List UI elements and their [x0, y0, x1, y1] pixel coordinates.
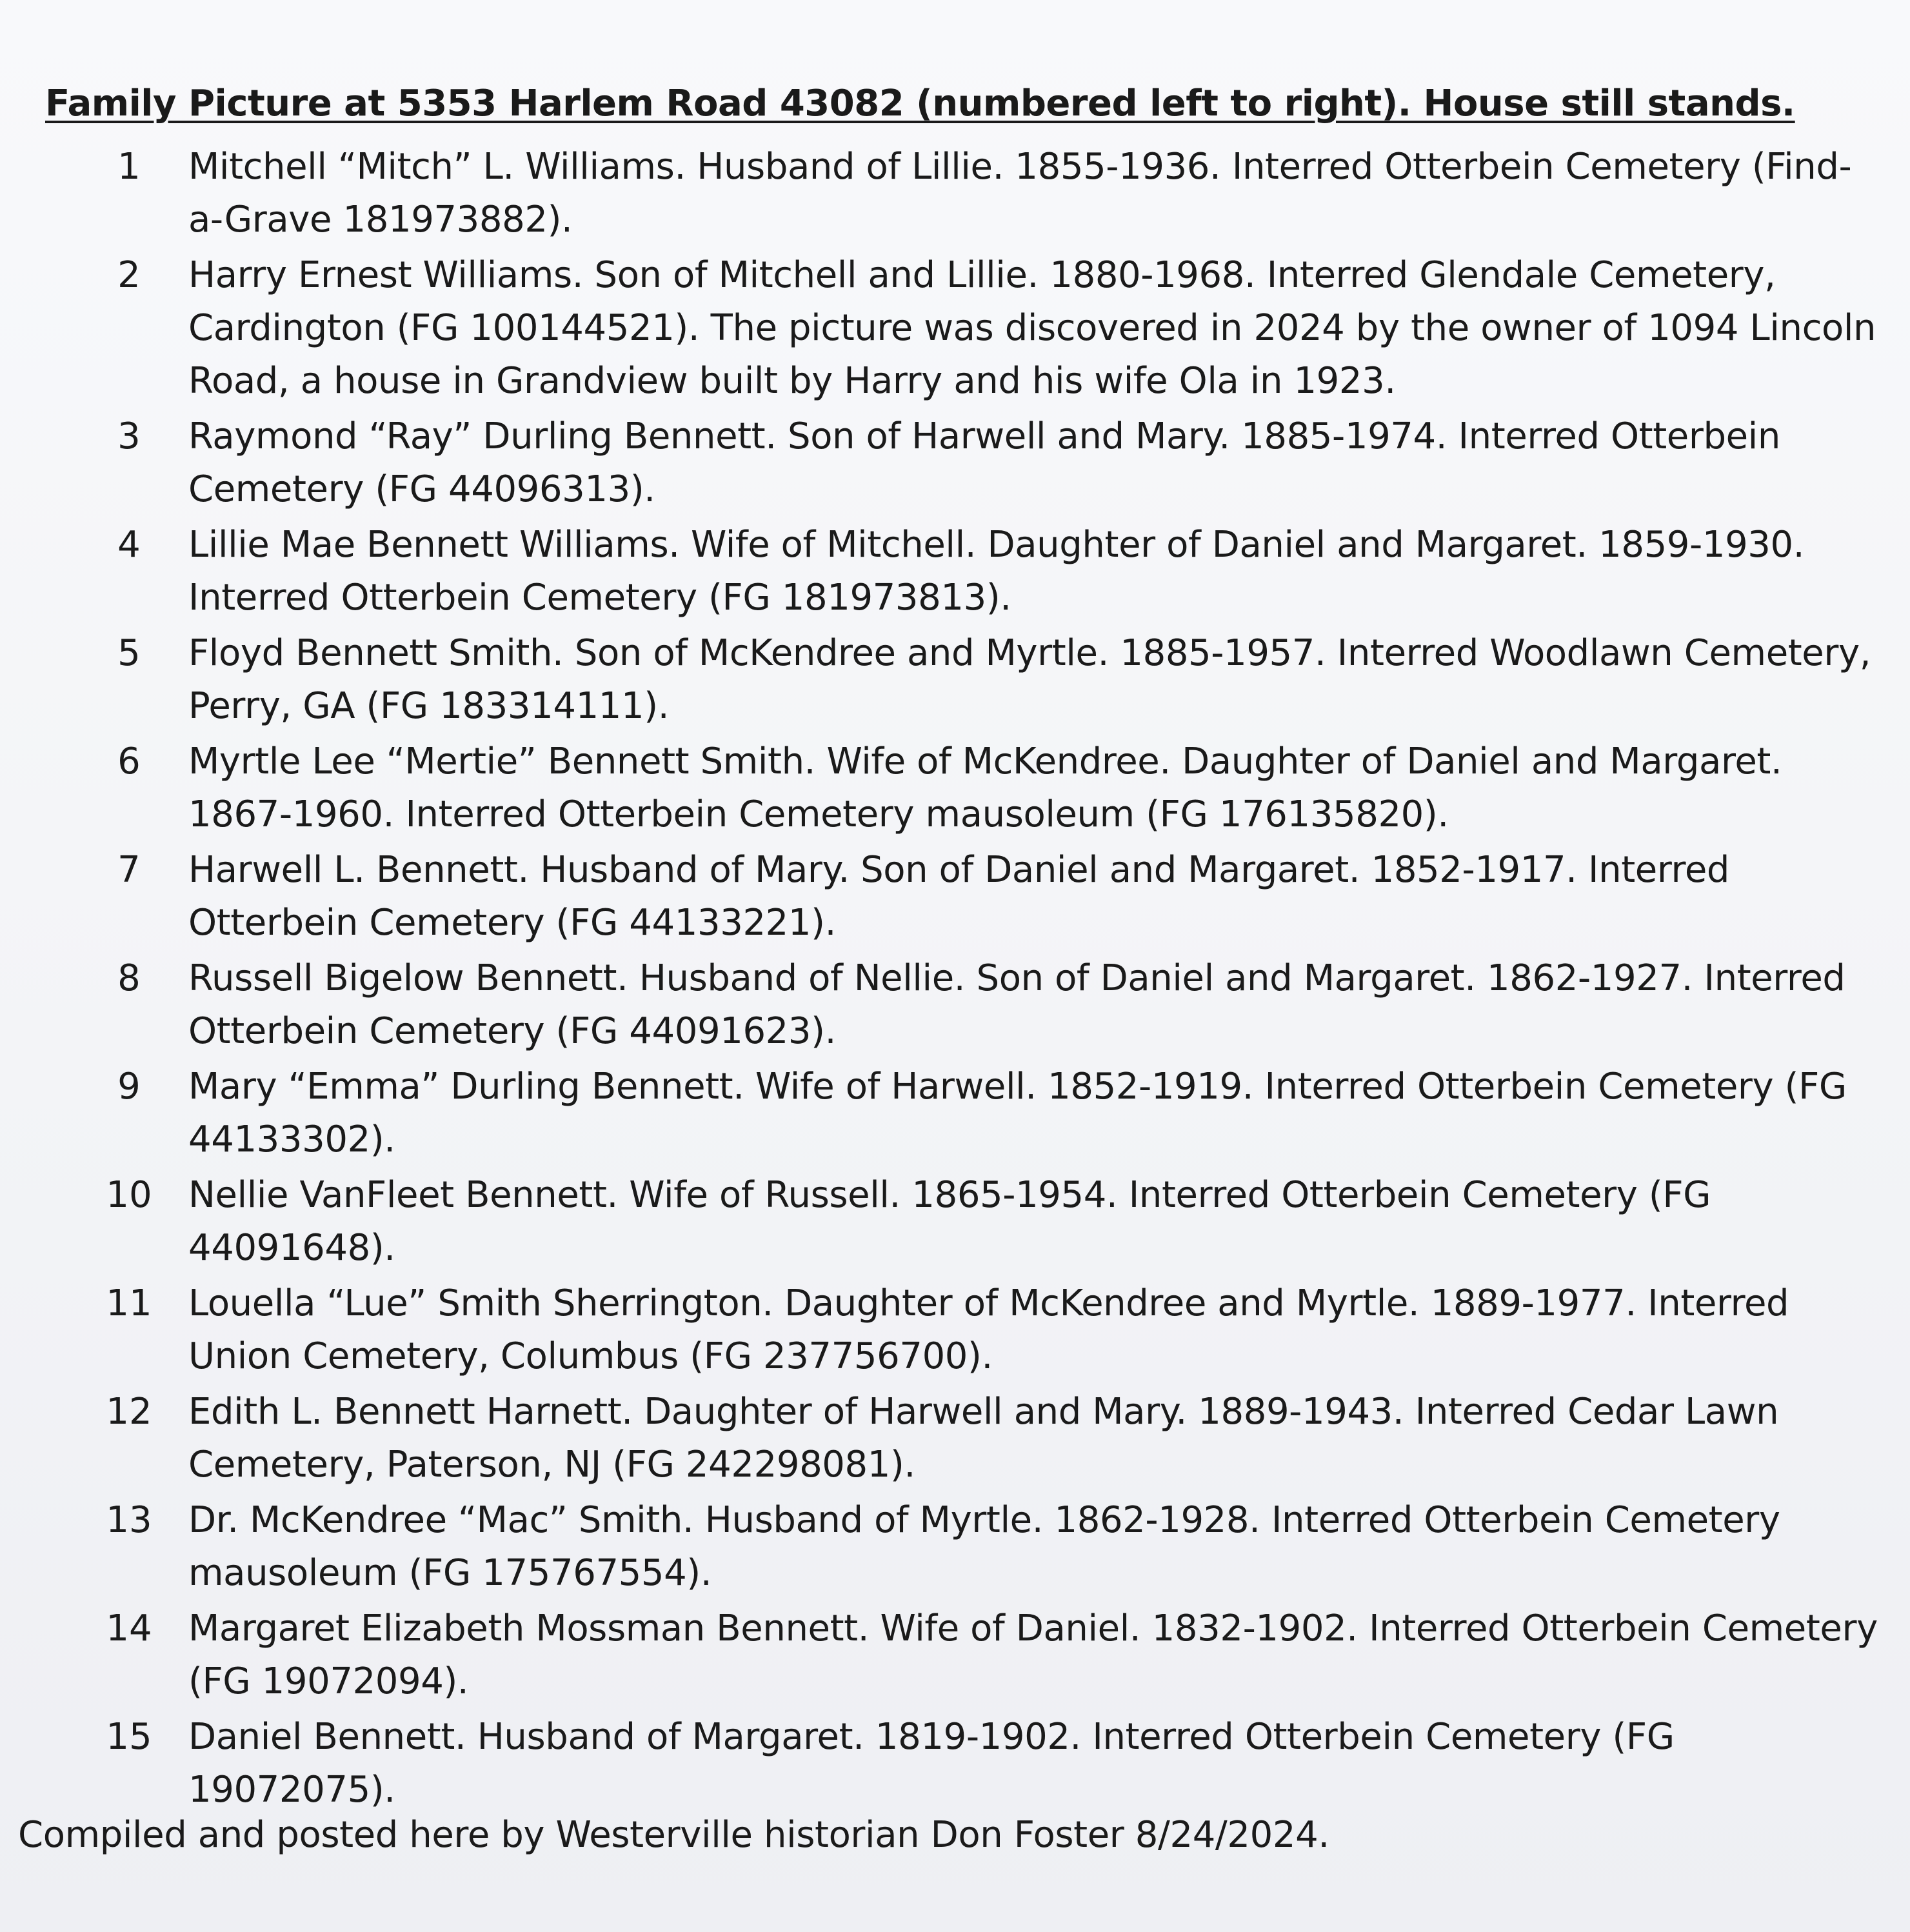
entry-text: Myrtle Lee “Mertie” Bennett Smith. Wife of McKendree. Daughter of Daniel and Margaret. 1867-1960. Interred Otterbein Cemetery mausoleum (FG 176135820).: [188, 741, 1782, 835]
list-item: [90, 519, 1884, 624]
entry-list: [90, 141, 1884, 1819]
entry-text: Daniel Bennett. Husband of Margaret. 1819-1902. Interred Otterbein Cemetery (FG 19072075).: [188, 1716, 1675, 1811]
document-title: Family Picture at 5353 Harlem Road 43082 (numbered left to right). House still stands.: [45, 83, 1795, 124]
entry-text: Russell Bigelow Bennett. Husband of Nellie. Son of Daniel and Margaret. 1862-1927. Interred Otterbein Cemetery (FG 44091623).: [188, 957, 1845, 1052]
entry-number: 10: [106, 1174, 152, 1216]
entry-number: 8: [117, 957, 141, 999]
list-item: [90, 627, 1884, 733]
entry-number: 1: [117, 146, 141, 188]
list-item: [90, 141, 1884, 246]
list-item: [90, 1386, 1884, 1491]
entry-number: 3: [117, 415, 141, 457]
list-item: [90, 1494, 1884, 1600]
entry-text: Raymond “Ray” Durling Bennett. Son of Harwell and Mary. 1885-1974. Interred Otterbein Cemetery (FG 44096313).: [188, 415, 1780, 510]
entry-text: Edith L. Bennett Harnett. Daughter of Harwell and Mary. 1889-1943. Interred Cedar Lawn Cemetery, Paterson, NJ (FG 242298081).: [188, 1391, 1779, 1486]
entry-number: 13: [106, 1499, 152, 1541]
entry-text: Nellie VanFleet Bennett. Wife of Russell. 1865-1954. Interred Otterbein Cemetery (FG 44091648).: [188, 1174, 1711, 1269]
list-item: [90, 1602, 1884, 1708]
entry-number: 15: [106, 1716, 152, 1758]
entry-number: 11: [106, 1282, 152, 1324]
entry-number: 12: [106, 1391, 152, 1433]
entry-text: Floyd Bennett Smith. Son of McKendree and Myrtle. 1885-1957. Interred Woodlawn Cemetery, Perry, GA (FG 183314111).: [188, 632, 1871, 727]
list-item: [90, 1061, 1884, 1166]
list-item: [90, 249, 1884, 408]
list-item: [90, 952, 1884, 1058]
entry-number: 7: [117, 849, 141, 891]
entry-number: 14: [106, 1608, 152, 1649]
entry-number: 9: [117, 1066, 141, 1108]
entry-text: Harwell L. Bennett. Husband of Mary. Son of Daniel and Margaret. 1852-1917. Interred Otterbein Cemetery (FG 44133221).: [188, 849, 1730, 944]
footer-credit: Compiled and posted here by Westerville historian Don Foster 8/24/2024.: [18, 1814, 1329, 1856]
list-item: [90, 410, 1884, 516]
entry-text: Lillie Mae Bennett Williams. Wife of Mitchell. Daughter of Daniel and Margaret. 1859-1930. Interred Otterbein Cemetery (FG 181973813).: [188, 524, 1805, 619]
entry-number: 2: [117, 254, 141, 296]
list-item: [90, 1277, 1884, 1383]
entry-text: Mitchell “Mitch” L. Williams. Husband of Lillie. 1855-1936. Interred Otterbein Cemetery (Find-a-Grave 181973882).: [188, 146, 1852, 241]
list-item: [90, 844, 1884, 950]
entry-number: 5: [117, 632, 141, 674]
entry-text: Dr. McKendree “Mac” Smith. Husband of Myrtle. 1862-1928. Interred Otterbein Cemetery mausoleum (FG 175767554).: [188, 1499, 1780, 1594]
entry-number: 4: [117, 524, 141, 566]
list-item: [90, 1169, 1884, 1275]
entry-text: Margaret Elizabeth Mossman Bennett. Wife of Daniel. 1832-1902. Interred Otterbein Cemetery (FG 19072094).: [188, 1608, 1878, 1702]
entry-text: Louella “Lue” Smith Sherrington. Daughter of McKendree and Myrtle. 1889-1977. Interred Union Cemetery, Columbus (FG 237756700).: [188, 1282, 1789, 1377]
entry-text: Harry Ernest Williams. Son of Mitchell and Lillie. 1880-1968. Interred Glendale Cemetery, Cardington (FG 100144521). The picture was discovered in 2024 by the owner of 1094 Lincoln Road, a house in Grandview built by Harry and his wife Ola in 1923.: [188, 254, 1876, 402]
entry-number: 6: [117, 741, 141, 782]
list-item: [90, 1711, 1884, 1817]
list-item: [90, 735, 1884, 841]
entry-text: Mary “Emma” Durling Bennett. Wife of Harwell. 1852-1919. Interred Otterbein Cemetery (FG 44133302).: [188, 1066, 1847, 1160]
